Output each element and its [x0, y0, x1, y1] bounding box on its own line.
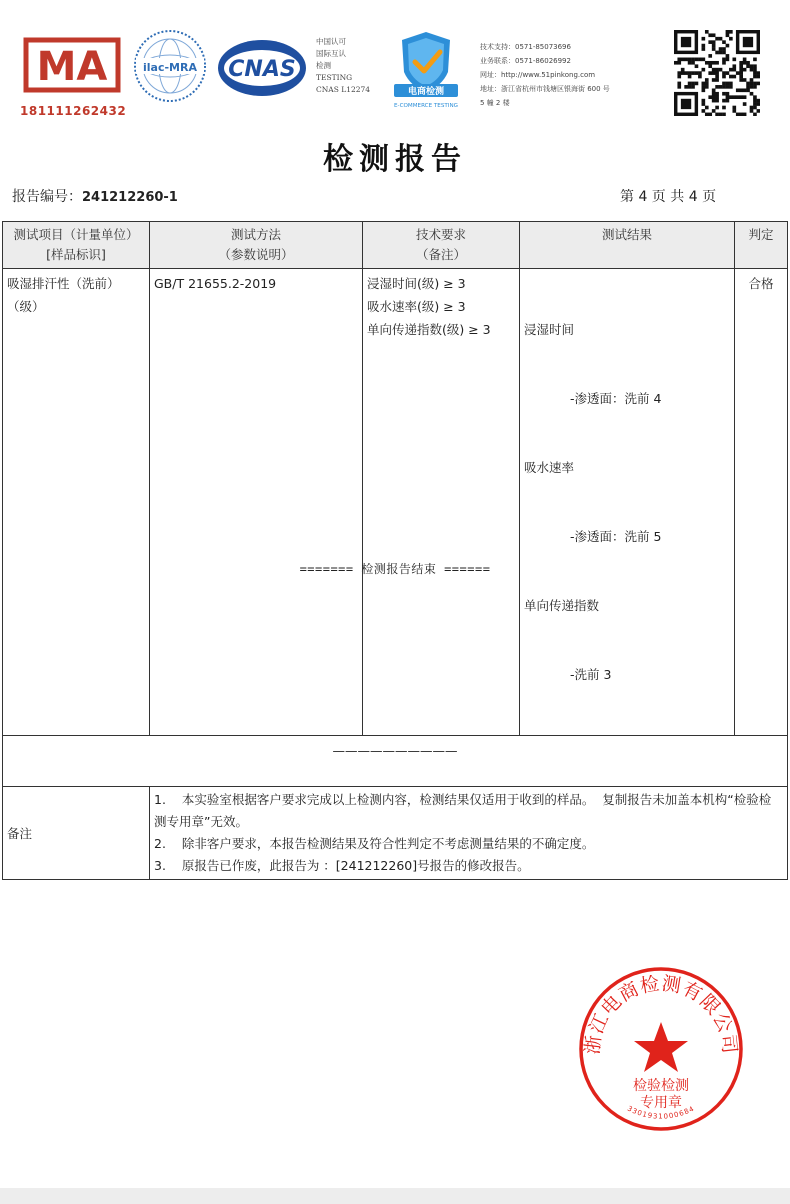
ilac-text: ilac-MRA [143, 61, 197, 74]
report-number: 报告编号：241212260-1 [12, 189, 178, 205]
svg-text:电商检测: 电商检测 [407, 87, 445, 97]
svg-text:3301931000684: 3301931000684 [625, 1104, 697, 1121]
svg-text:浙江电商检测有限公司: 浙江电商检测有限公司 [581, 972, 741, 1056]
remark-2: 2. 除非客户要求，本报告检测结果及符合性判定不考虑测量结果的不确定度。 [154, 836, 595, 851]
cma-logo [18, 34, 126, 96]
accreditation-text: 中国认可 国际互认 检测 TESTING CNAS L12274 [316, 37, 371, 94]
svg-text:E-COMMERCE TESTING: E-COMMERCE TESTING [394, 103, 458, 109]
header-test-item: 测试项目（计量单位） [样品标识] [3, 222, 150, 269]
cell-verdict: 合格 [735, 269, 788, 736]
remark-1: 1. 本实验室根据客户要求完成以上检测内容，检测结果仅适用于收到的样品。 复制报告未加盖本机构“检验检测专用章”无效。 [154, 792, 772, 829]
ilac-mra-logo [132, 28, 208, 104]
ma-text: MA [36, 44, 108, 90]
blank-row [3, 736, 788, 787]
ecommerce-testing-logo [388, 28, 464, 112]
page-bottom-bar [0, 1188, 790, 1204]
cell-requirements: 浸湿时间(级) ≥ 3 吸水速率(级) ≥ 3 单向传递指数(级) ≥ 3 [363, 269, 520, 736]
header-requirements: 技术要求 （备注） [363, 222, 520, 269]
ma-number: 181111262432 [20, 104, 127, 118]
cell-results: 浸湿时间 -渗透面：洗前 4 吸水速率 -渗透面：洗前 5 单向传递指数 -洗前 3 [520, 269, 735, 736]
svg-text:专用章: 专用章 [640, 1095, 682, 1111]
cnas-logo [216, 38, 308, 98]
page-indicator: 第 4 页 共 4 页 [620, 189, 717, 205]
blank-row-dash: —————————— [3, 736, 788, 787]
remarks-content [150, 787, 788, 880]
remarks-label: 备注 [3, 787, 150, 880]
results-table [2, 221, 788, 880]
header-test-method: 测试方法 （参数说明） [150, 222, 363, 269]
table-header-row [3, 222, 788, 269]
official-seal [576, 964, 746, 1134]
report-title: 检测报告 [323, 142, 467, 177]
remarks-row [3, 787, 788, 880]
report-end-marker: ======= 检测报告结束 ====== [299, 562, 491, 576]
cell-test-method: GB/T 21655.2-2019 [150, 269, 363, 736]
qr-code [674, 30, 760, 116]
cell-test-item: 吸湿排汗性（洗前） （级） [3, 269, 150, 736]
contact-info: 技术支持：0571-85073696 业务联系：0571-86026992 网址：http://www.51pinkong.com 地址：浙江省杭州市钱塘区银海街 600 号 5 幢 2 楼 [480, 43, 610, 107]
star-icon [634, 1022, 688, 1072]
svg-text:检验检测: 检验检测 [633, 1078, 689, 1094]
header-results: 测试结果 [520, 222, 735, 269]
remark-3: 3. 原报告已作废，此报告为 ：[241212260]号报告的修改报告。 [154, 858, 530, 873]
cnas-text: CNAS [228, 57, 296, 82]
header-verdict: 判定 [735, 222, 788, 269]
table-row [3, 269, 788, 736]
